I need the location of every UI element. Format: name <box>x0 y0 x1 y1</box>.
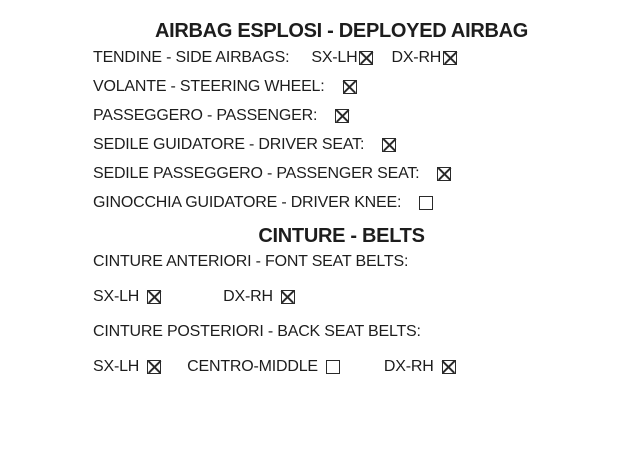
row-driver-seat <box>93 137 590 153</box>
row-steering-wheel <box>93 79 590 95</box>
driver-seat-label: SEDILE GUIDATORE - DRIVER SEAT: <box>93 136 365 153</box>
back-belts-centro-label: CENTRO-MIDDLE <box>187 358 318 375</box>
row-front-belts-checks <box>93 289 590 305</box>
front-belts-dx-checkbox[interactable] <box>281 290 295 304</box>
row-passenger-airbag <box>93 108 590 124</box>
document-content <box>93 20 590 394</box>
front-belts-label: CINTURE ANTERIORI - FONT SEAT BELTS: <box>93 253 409 270</box>
steering-wheel-label: VOLANTE - STEERING WHEEL: <box>93 78 325 95</box>
back-belts-sx-label: SX-LH <box>93 358 140 375</box>
belts-rows <box>93 254 590 375</box>
driver-knee-label: GINOCCHIA GUIDATORE - DRIVER KNEE: <box>93 194 402 211</box>
side-airbags-dx-label: DX-RH <box>391 49 442 66</box>
back-belts-label: CINTURE POSTERIORI - BACK SEAT BELTS: <box>93 323 421 340</box>
driver-seat-checkbox[interactable] <box>382 138 396 152</box>
front-belts-sx-label: SX-LH <box>93 288 140 305</box>
front-belts-dx-label: DX-RH <box>223 288 273 305</box>
belts-section-title: CINTURE - BELTS <box>258 225 425 247</box>
side-airbags-sx-checkbox[interactable] <box>359 51 373 65</box>
back-belts-centro-checkbox[interactable] <box>326 360 340 374</box>
row-side-airbags <box>93 50 590 66</box>
passenger-seat-label: SEDILE PASSEGGERO - PASSENGER SEAT: <box>93 165 420 182</box>
back-belts-dx-label: DX-RH <box>383 358 434 375</box>
passenger-seat-checkbox[interactable] <box>437 167 451 181</box>
steering-wheel-checkbox[interactable] <box>343 80 357 94</box>
driver-knee-checkbox[interactable] <box>419 196 433 210</box>
back-belts-sx-checkbox[interactable] <box>147 360 161 374</box>
airbag-section-title: AIRBAG ESPLOSI - DEPLOYED AIRBAG <box>154 20 529 42</box>
side-airbags-sx-label: SX-LH <box>311 49 358 66</box>
passenger-airbag-checkbox[interactable] <box>335 109 349 123</box>
row-passenger-seat <box>93 166 590 182</box>
side-airbags-dx-checkbox[interactable] <box>443 51 457 65</box>
back-belts-dx-checkbox[interactable] <box>442 360 456 374</box>
row-driver-knee <box>93 195 590 211</box>
row-back-belts-checks <box>93 359 590 375</box>
row-front-belts-label <box>93 254 590 270</box>
row-back-belts-label <box>93 324 590 340</box>
front-belts-sx-checkbox[interactable] <box>147 290 161 304</box>
passenger-airbag-label: PASSEGGERO - PASSENGER: <box>93 107 318 124</box>
side-airbags-label: TENDINE - SIDE AIRBAGS: <box>93 49 290 66</box>
